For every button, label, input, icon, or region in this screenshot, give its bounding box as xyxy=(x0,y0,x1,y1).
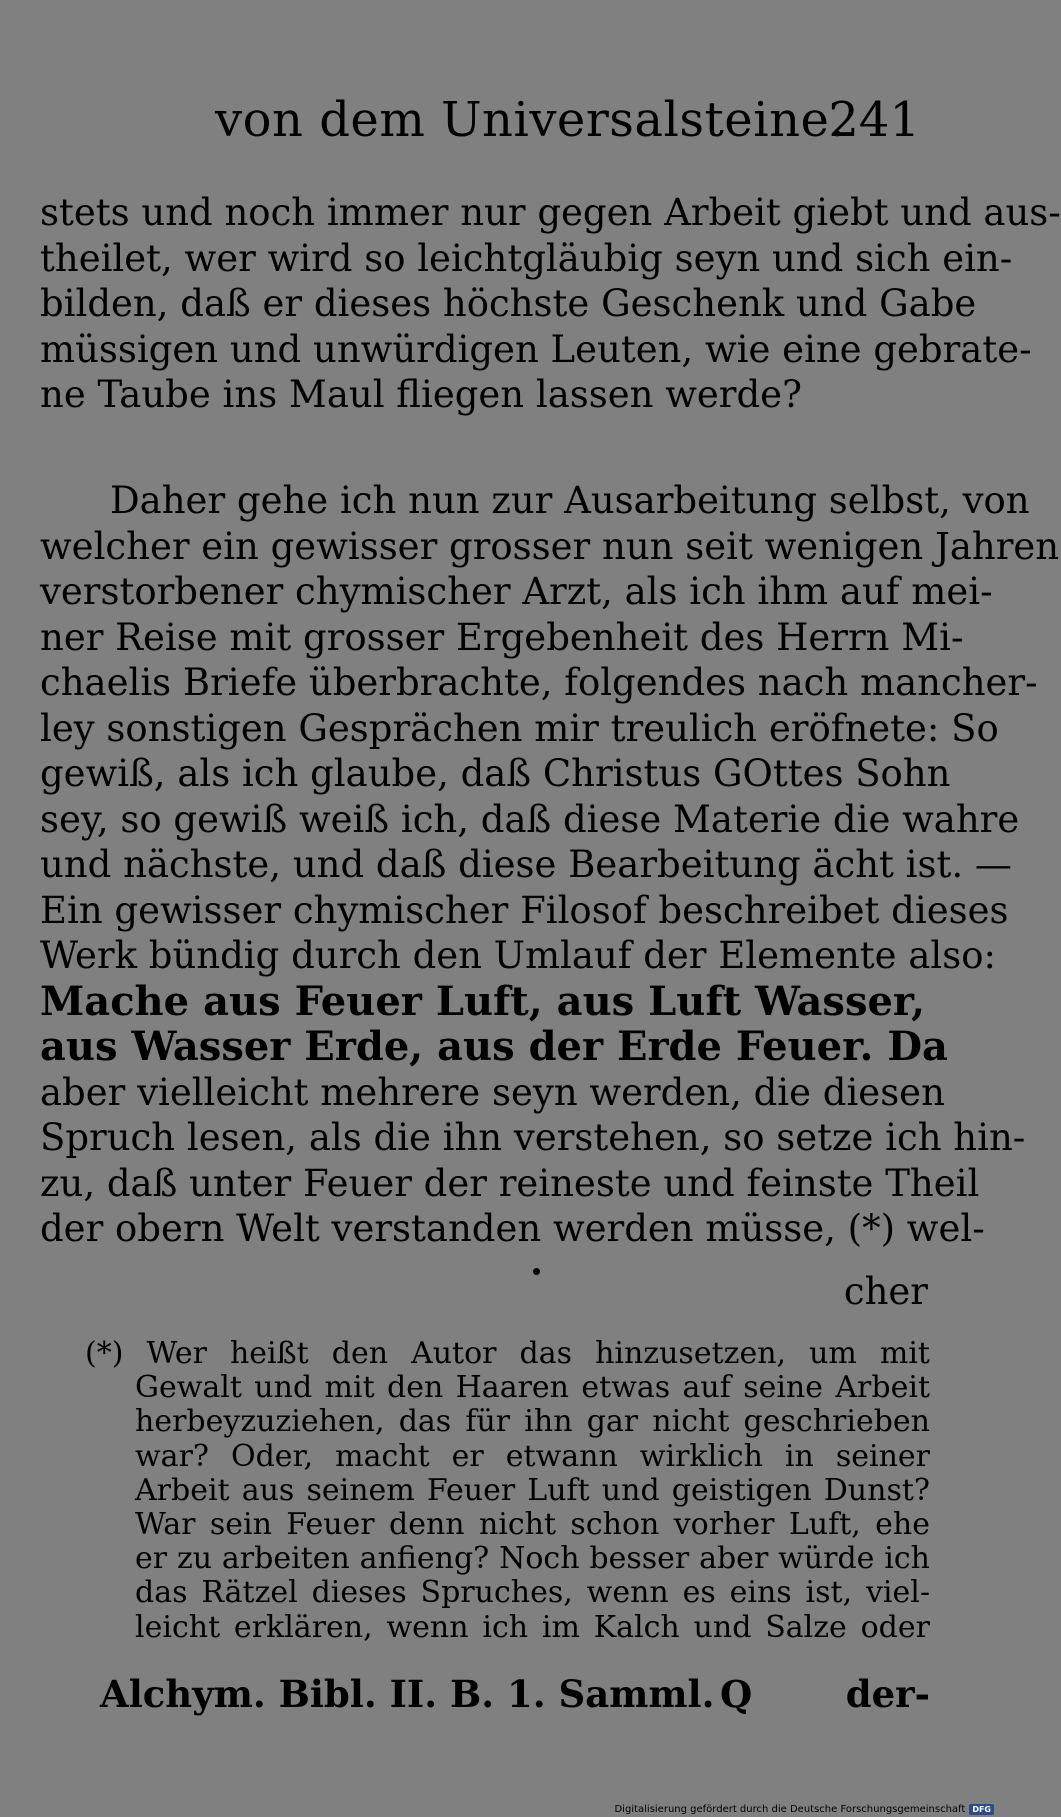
text-line: Spruch lesen, als die ihn verstehen, so setze ich hin- xyxy=(40,1116,1026,1159)
text-line: chaelis Briefe überbrachte, folgendes nach mancher- xyxy=(40,661,1038,704)
text-line: Werk bündig durch den Umlauf der Elemente also: xyxy=(40,934,996,977)
text-line: Ein gewisser chymischer Filosof beschreibet dieses xyxy=(40,888,1009,932)
footnote-line: Arbeit aus seinem Feuer Luft und geistigen Dunst? xyxy=(135,1472,930,1508)
text-line: und nächste, und daß diese Bearbeitung ächt ist. — xyxy=(40,843,1012,886)
text-line: der obern Welt verstanden werden müsse, (*) wel- xyxy=(40,1207,985,1250)
footnote-line: das Rätzel dieses Spruches, wenn es eins ist, viel- xyxy=(135,1575,930,1611)
footnote-line: herbeyzuziehen, das für ihn gar nicht geschrieben xyxy=(135,1404,930,1440)
page-number: 241 xyxy=(828,92,920,148)
footnote-line: war? Oder, macht er etwann wirklich in seiner xyxy=(135,1438,930,1474)
text-line: aber vielleicht mehrere seyn werden, die diesen xyxy=(40,1070,945,1114)
footnote xyxy=(85,1337,930,1645)
signature-mark: Q xyxy=(720,1672,753,1716)
text-line: ne Taube ins Maul fliegen lassen werde? xyxy=(40,373,802,416)
signature-line xyxy=(100,1672,930,1722)
digitization-credit xyxy=(614,1804,994,1815)
footnote-line: leicht erklären, wenn ich im Kalch und Salze oder xyxy=(135,1609,930,1645)
text-line: müssigen und unwürdigen Leuten, wie eine gebrate- xyxy=(40,327,1032,371)
text-line: sey, so gewiß weiß ich, daß diese Materie die wahre xyxy=(40,797,1020,841)
text-line: verstorbener chymischer Arzt, als ich ihm auf mei- xyxy=(40,570,993,613)
catchword: cher xyxy=(843,1270,928,1313)
dfg-logo: DFG xyxy=(969,1804,994,1815)
text-line: gewiß, als ich glaube, daß Christus GOttes Sohn xyxy=(40,752,951,795)
text-line: ley sonstigen Gesprächen mir treulich eröfnete: So xyxy=(40,706,999,750)
running-header xyxy=(215,92,920,152)
credit-text: Digitalisierung gefördert durch die Deutsche Forschungsgemeinschaft xyxy=(614,1804,966,1815)
emphasized-line: Mache aus Feuer Luft, aus Luft Wasser, xyxy=(40,977,925,1025)
text-line: theilet, wer wird so leichtgläubig seyn und sich ein- xyxy=(40,236,1013,280)
text-line: Daher gehe ich nun zur Ausarbeitung selbst, von xyxy=(110,479,1030,522)
footnote-line: Gewalt und mit den Haaren etwas auf seine Arbeit xyxy=(135,1370,930,1406)
emphasized-line: aus Wasser Erde, aus der Erde Feuer. Da xyxy=(40,1023,948,1070)
text-line: welcher ein gewisser grosser nun seit wenigen Jahren xyxy=(40,524,1060,568)
footnote-line: (*) Wer heißt den Autor das hinzusetzen, um mit xyxy=(85,1336,930,1371)
paragraph-1 xyxy=(40,190,1061,418)
text-line: stets und noch immer nur gegen Arbeit giebt und aus- xyxy=(40,191,1061,234)
text-line: ner Reise mit grosser Ergebenheit des Herrn Mi- xyxy=(40,615,964,659)
running-title: von dem Universalsteine. xyxy=(215,92,846,148)
text-line: zu, daß unter Feuer der reineste und feinste Theil xyxy=(40,1161,980,1205)
ink-dot xyxy=(533,1268,540,1275)
paragraph-2 xyxy=(40,478,1060,1252)
footnote-line: er zu arbeiten anfieng? Noch besser aber würde ich xyxy=(135,1541,930,1577)
signature-text: Alchym. Bibl. II. B. 1. Samml. xyxy=(100,1672,715,1716)
footnote-line: War sein Feuer denn nicht schon vorher Luft, ehe xyxy=(135,1506,930,1542)
text-line: bilden, daß er dieses höchste Geschenk und Gabe xyxy=(40,282,977,325)
catchword-bottom: der- xyxy=(845,1672,930,1716)
